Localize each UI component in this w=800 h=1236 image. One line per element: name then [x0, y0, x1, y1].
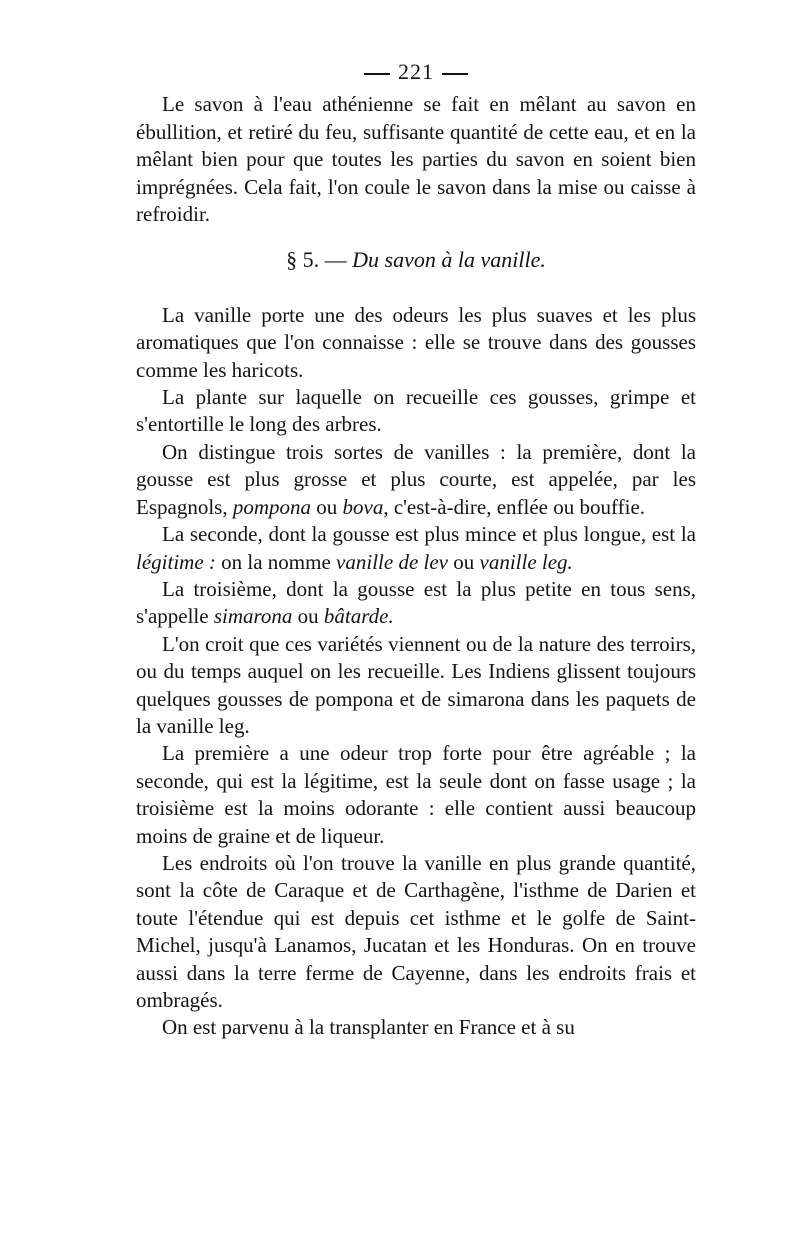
paragraph-1: La vanille porte une des odeurs les plus suaves et les plus aromatiques que l'on connaisse : elle se trouve dans des gousses comme les haricots.	[136, 302, 696, 382]
p4-text-a: La seconde, dont la gousse est plus mince et plus longue, est la	[162, 522, 696, 547]
paragraph-8: Les endroits où l'on trouve la vanille en plus grande quantité, sont la côte de Caraque et de Carthagène, l'isthme de Darien et toute l'étendue qui est depuis cet isthme et le golfe de Saint-Michel, jusqu'à Lanamos, Jucatan et les Honduras. On en trouve aussi dans la terre ferme de Cayenne, dans les endroits frais et ombragés.	[136, 850, 696, 1012]
page-number-text: 221	[398, 59, 434, 84]
p5-text-a: La troisième, dont la gousse est la plus petite en tous sens, s'appelle	[136, 576, 696, 629]
paragraph-5	[136, 576, 696, 631]
p3-text-c: , c'est-à-dire, enflée ou bouffie.	[383, 494, 646, 519]
paragraph-9: On est parvenu à la transplanter en France et à su	[162, 1015, 575, 1040]
paragraph-6: L'on croit que ces variétés viennent ou de la nature des terroirs, ou du temps auquel on les recueille. Les Indiens glissent toujours quelques gousses de pompona et de simarona dans les paquets de la vanille leg.	[136, 631, 696, 738]
p5-text-b: ou	[297, 604, 319, 629]
p3-italic-pompona: pompona	[232, 494, 311, 519]
p5-italic-batarde: bâtarde.	[323, 604, 394, 629]
p4-text-b: on la nomme	[221, 549, 331, 574]
p4-text-c: ou	[453, 549, 475, 574]
p4-italic-vanille-leg: vanille leg.	[479, 549, 573, 574]
section-number: § 5. —	[286, 247, 347, 273]
p5-italic-simarona: simarona	[213, 604, 293, 629]
section-title: Du savon à la vanille.	[352, 247, 546, 273]
p3-text-a: On distingue trois sortes de vanilles : la première, dont la gousse est plus grosse et plus courte, est appelée, par les Espagnols,	[136, 439, 696, 519]
paragraph-2: La plante sur laquelle on recueille ces gousses, grimpe et s'entortille le long des arbres.	[136, 385, 696, 437]
dash-right	[442, 73, 468, 75]
paragraph-7: La première a une odeur trop forte pour être agréable ; la seconde, qui est la légitime, est la seule dont on fasse usage ; la troisième est la moins odorante : elle contient aussi beaucoup moins de graine et de liqueur.	[136, 741, 696, 848]
p3-text-b: ou	[316, 494, 338, 519]
section-heading	[136, 246, 696, 273]
p3-italic-bova: bova	[342, 494, 384, 519]
p4-italic-legitime: légitime :	[136, 549, 216, 574]
dash-left	[364, 73, 390, 75]
p4-italic-vanille-lev: vanille de lev	[336, 549, 448, 574]
paragraph-intro: Le savon à l'eau athénienne se fait en mêlant au savon en ébullition, et retiré du feu, suffisante quantité de cette eau, et en la mêlant bien pour que toutes les parties du savon en soient bien imprégnées. Cela fait, l'on coule le savon dans la mise ou caisse à refroidir.	[136, 92, 696, 227]
page-number	[136, 58, 696, 85]
paragraph-4	[136, 521, 696, 576]
book-page	[136, 58, 696, 1042]
paragraph-3	[136, 439, 696, 521]
